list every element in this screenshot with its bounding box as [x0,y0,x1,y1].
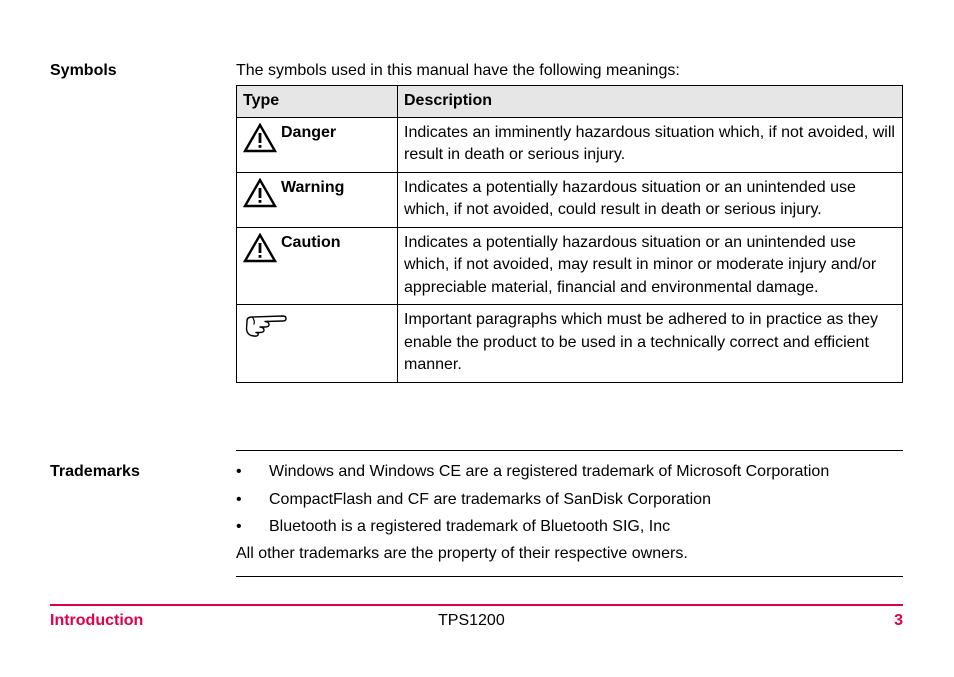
trademark-text: CompactFlash and CF are trademarks of SanDisk Corporation [269,490,711,508]
table-header-row [237,86,903,118]
type-cell [237,305,398,383]
list-item [236,462,829,490]
table-row [237,117,903,172]
footer-rule [50,604,903,606]
list-item [236,490,829,518]
symbols-heading: Symbols [50,62,117,79]
description-cell: Indicates an imminently hazardous situation which, if not avoided, will result in death or serious injury. [398,117,903,172]
section-divider [236,450,903,451]
trademarks-heading: Trademarks [50,463,140,480]
column-header-type: Type [237,86,398,118]
symbols-table [236,85,903,383]
table-row [237,227,903,305]
section-divider [236,576,903,577]
type-cell [237,172,398,227]
footer-section-name: Introduction [50,612,144,629]
type-cell [237,227,398,305]
bullet: • [236,518,242,535]
warning-triangle-icon [243,233,277,263]
description-cell: Important paragraphs which must be adhered to in practice as they enable the product to be used in a technically correct and efficient manner. [398,305,903,383]
type-label-caution: Caution [281,233,341,251]
trademark-text: Bluetooth is a registered trademark of Bluetooth SIG, Inc [269,518,671,535]
footer-page-number: 3 [894,612,903,629]
type-label-danger: Danger [281,123,337,141]
footer-product-name: TPS1200 [438,612,505,629]
description-cell: Indicates a potentially hazardous situation or an unintended use which, if not avoided, may result in minor or moderate injury and/or appreciable material, financial and environmental damage. [398,227,903,305]
table-row [237,172,903,227]
trademarks-list [236,462,829,545]
warning-triangle-icon [243,123,277,153]
warning-triangle-icon [243,178,277,208]
trademark-text: Windows and Windows CE are a registered trademark of Microsoft Corporation [269,463,830,480]
trademarks-footer-note: All other trademarks are the property of their respective owners. [236,545,688,562]
symbols-intro: The symbols used in this manual have the following meanings: [236,62,680,79]
type-cell [237,117,398,172]
list-item [236,517,829,545]
description-cell: Indicates a potentially hazardous situation or an unintended use which, if not avoided, could result in death or serious injury. [398,172,903,227]
bullet: • [236,490,242,508]
column-header-description: Description [398,86,903,118]
bullet: • [236,463,242,480]
type-label-warning: Warning [281,178,345,196]
pointing-hand-icon [243,311,289,337]
table-row [237,305,903,383]
